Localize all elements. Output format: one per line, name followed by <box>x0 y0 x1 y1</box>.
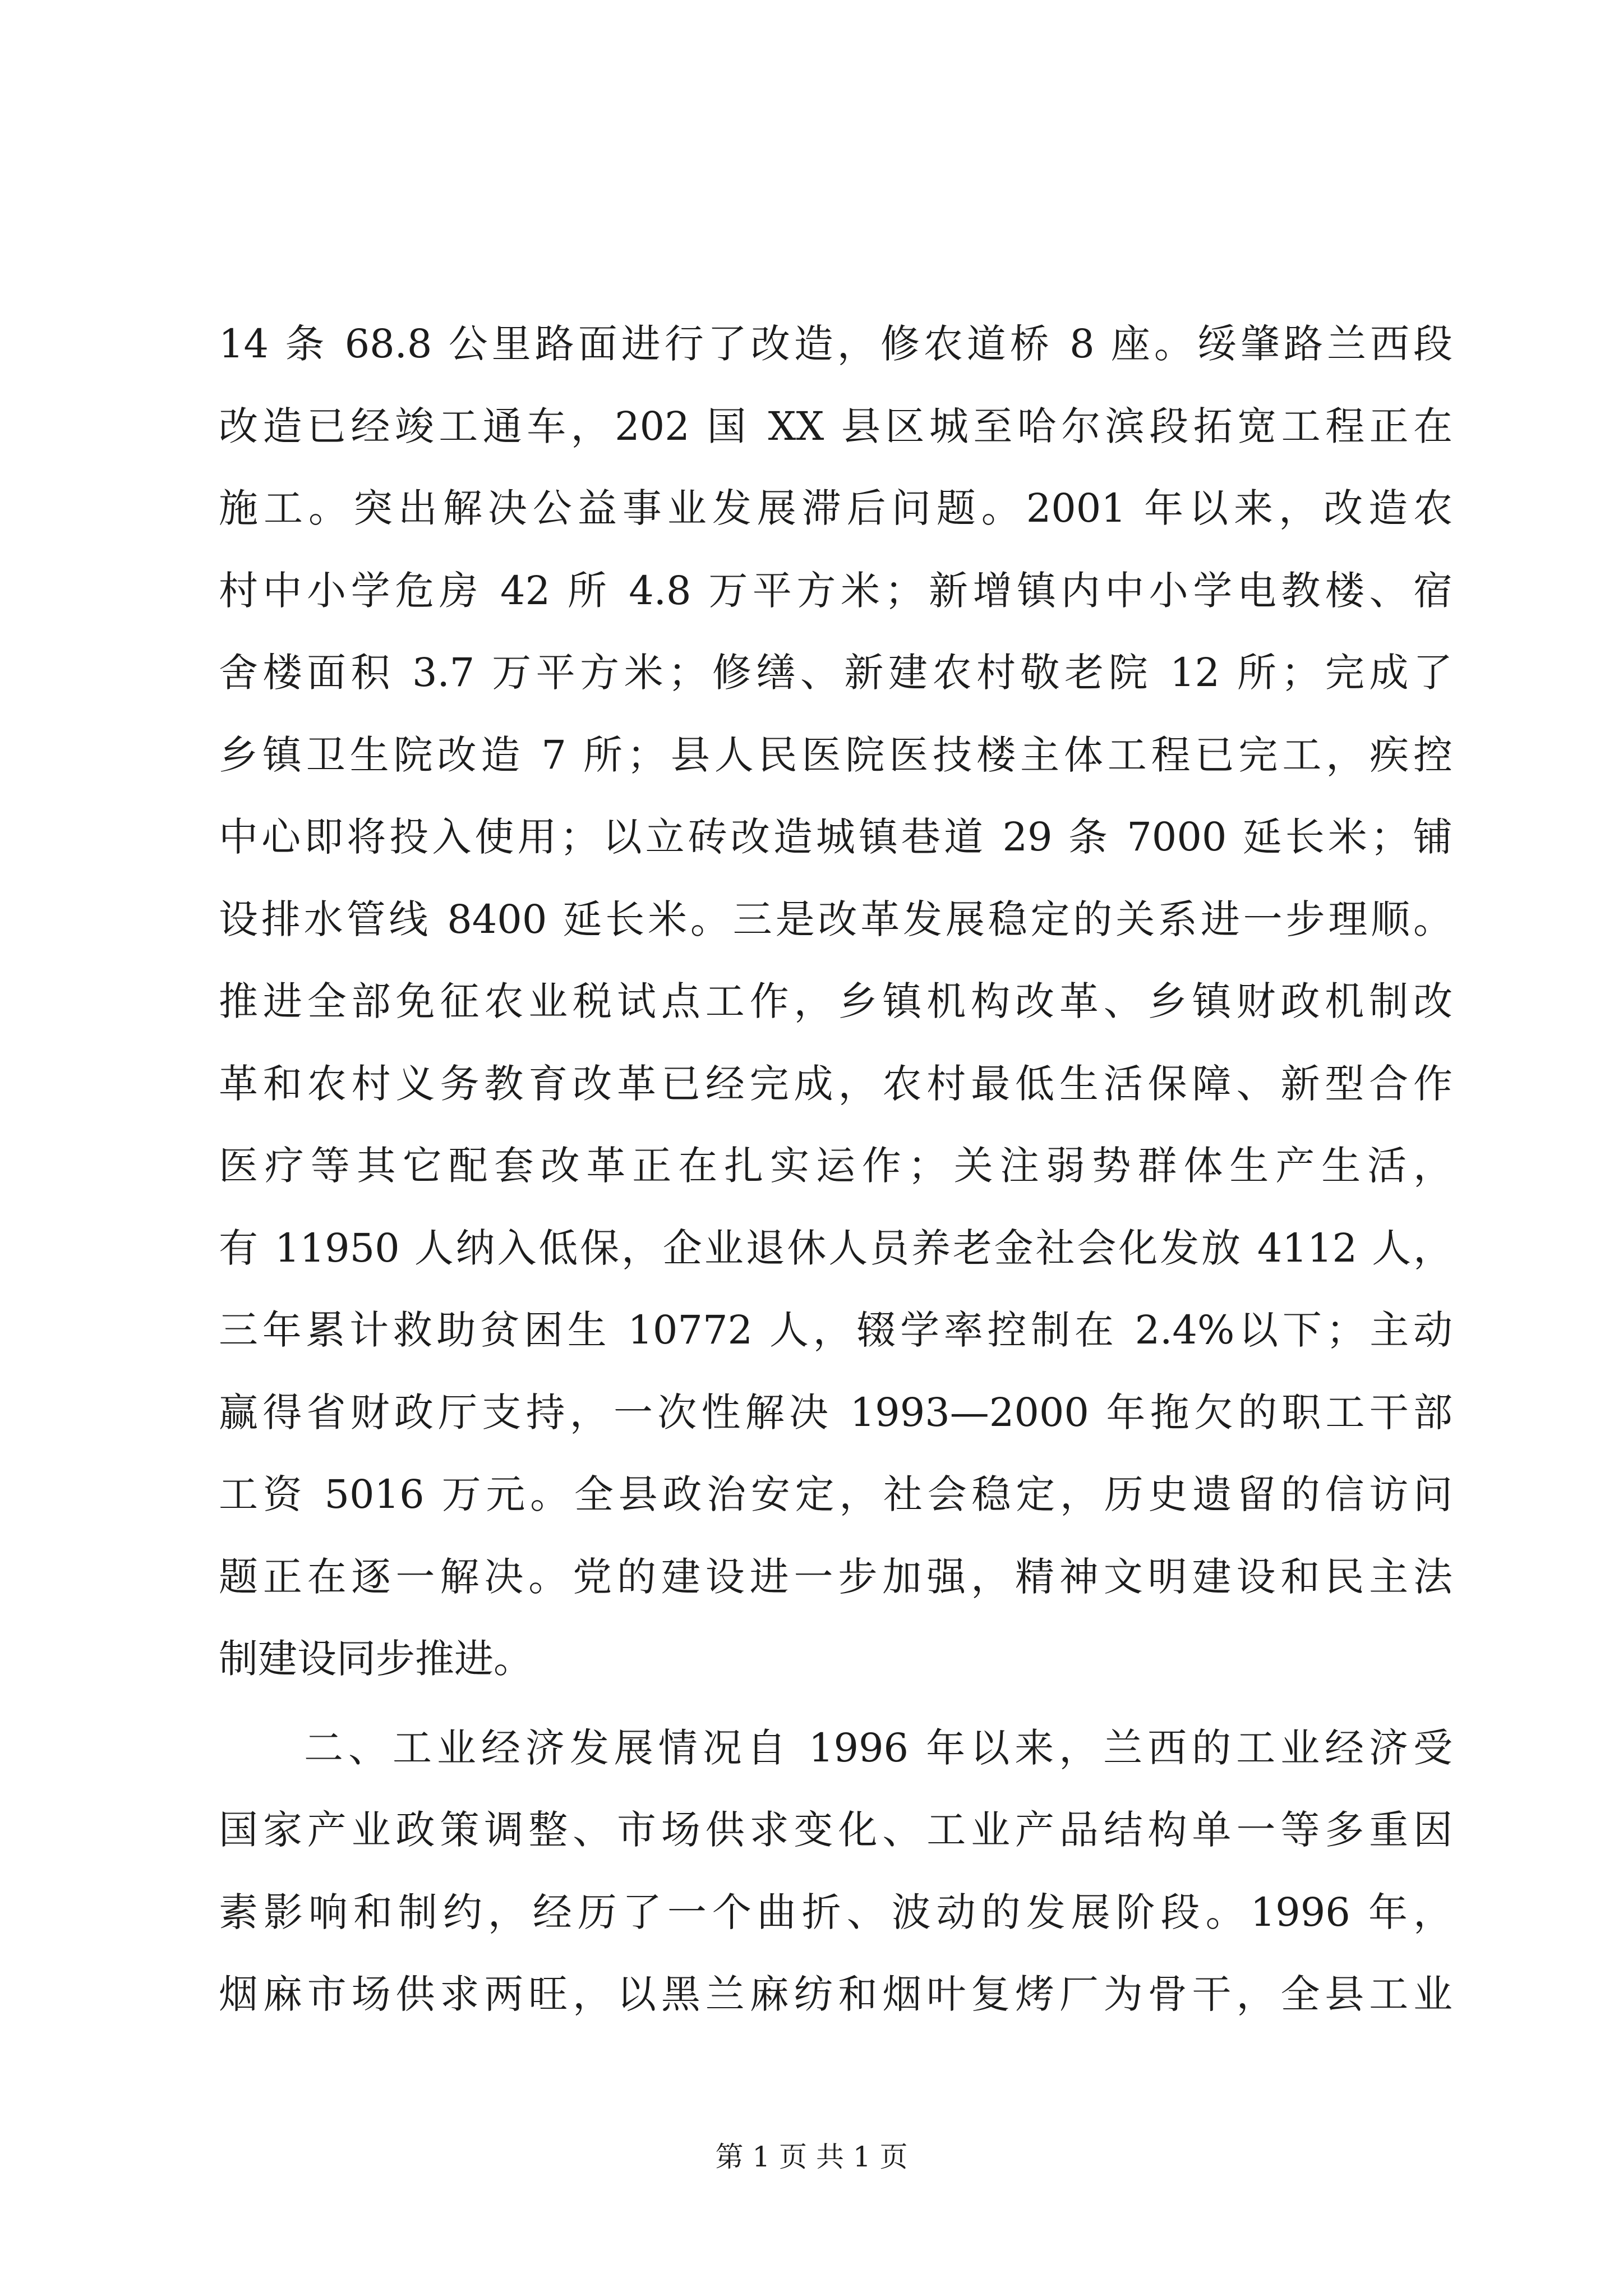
text-line: 素影响和制约，经历了一个曲折、波动的发展阶段。1996 年， <box>219 1889 1453 1935</box>
paragraph-1 <box>219 303 1453 1700</box>
text-line: 赢得省财政厅支持，一次性解决 1993—2000 年拖欠的职工干部 <box>219 1389 1453 1435</box>
paragraph-2 <box>219 1707 1453 2036</box>
document-body <box>219 303 1453 2036</box>
text-line: 题正在逐一解决。党的建设进一步加强，精神文明建设和民主法 <box>219 1553 1453 1600</box>
text-line: 舍楼面积 3.7 万平方米；修缮、新建农村敬老院 12 所；完成了 <box>219 650 1453 696</box>
text-line: 工资 5016 万元。全县政治安定，社会稳定，历史遗留的信访问 <box>219 1471 1453 1517</box>
text-line: 设排水管线 8400 延长米。三是改革发展稳定的关系进一步理顺。 <box>219 896 1453 942</box>
text-line: 有 11950 人纳入低保，企业退休人员养老金社会化发放 4112 人， <box>219 1225 1453 1271</box>
text-line: 二、工业经济发展情况自 1996 年以来，兰西的工业经济受 <box>304 1724 1453 1771</box>
text-line: 施工。突出解决公益事业发展滞后问题。2001 年以来，改造农 <box>219 485 1453 531</box>
text-line: 国家产业政策调整、市场供求变化、工业产品结构单一等多重因 <box>219 1807 1453 1853</box>
text-line: 村中小学危房 42 所 4.8 万平方米；新增镇内中小学电教楼、宿 <box>219 567 1453 614</box>
text-line: 推进全部免征农业税试点工作，乡镇机构改革、乡镇财政机制改 <box>219 978 1453 1024</box>
text-line: 革和农村义务教育改革已经完成，农村最低生活保障、新型合作 <box>219 1060 1453 1107</box>
text-line: 中心即将投入使用；以立砖改造城镇巷道 29 条 7000 延长米；铺 <box>219 814 1453 860</box>
text-line: 乡镇卫生院改造 7 所；县人民医院医技楼主体工程已完工，疾控 <box>219 731 1453 778</box>
text-line: 医疗等其它配套改革正在扎实运作；关注弱势群体生产生活， <box>219 1143 1453 1189</box>
text-line: 三年累计救助贫困生 10772 人，辍学率控制在 2.4%以下；主动 <box>219 1307 1453 1353</box>
page-footer: 第 1 页 共 1 页 <box>715 2141 908 2173</box>
text-line: 烟麻市场供求两旺，以黑兰麻纺和烟叶复烤厂为骨干，全县工业 <box>219 1971 1453 2017</box>
text-line: 制建设同步推进。 <box>219 1636 533 1682</box>
text-line: 改造已经竣工通车，202 国 XX 县区城至哈尔滨段拓宽工程正在 <box>219 403 1453 449</box>
text-line: 14 条 68.8 公里路面进行了改造，修农道桥 8 座。绥肇路兰西段 <box>219 321 1453 367</box>
